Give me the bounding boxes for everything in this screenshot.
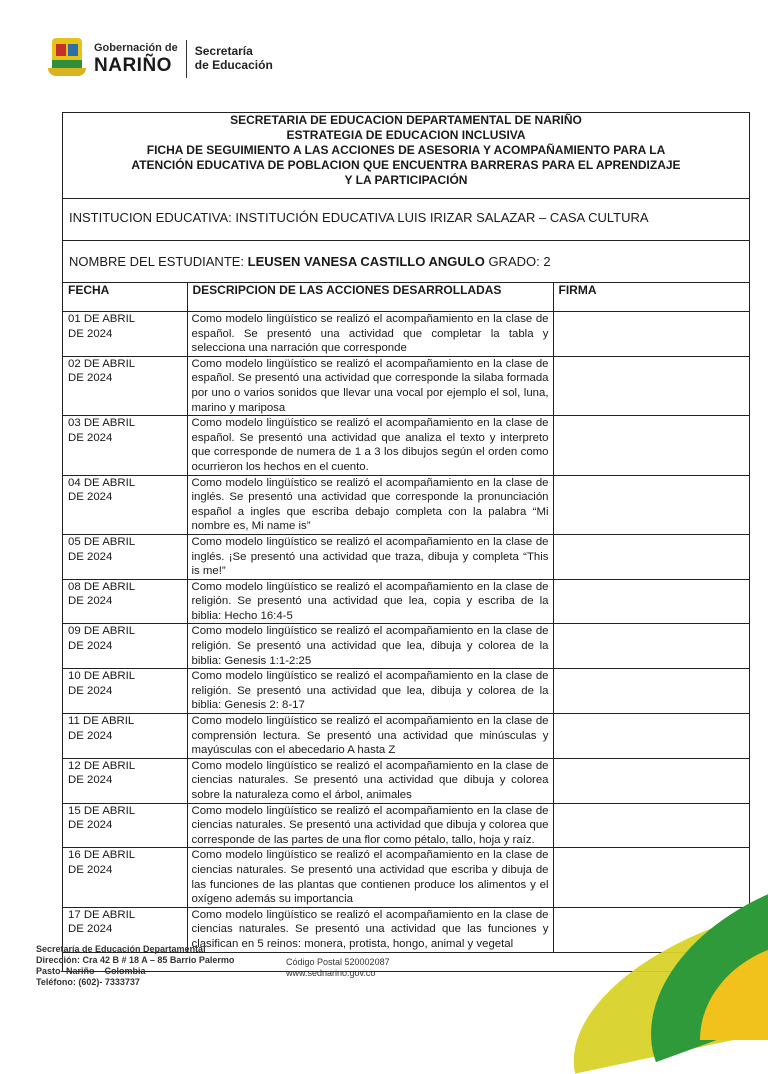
- title-line1: SECRETARIA DE EDUCACION DEPARTAMENTAL DE NARIÑO: [230, 113, 582, 127]
- student-field: [63, 241, 749, 283]
- row-description: Como modelo lingüístico se realizó el acompañamiento en la clase de ciencias naturales. Se presentó una actividad que dibuja y colorea sobre la naturaleza como el árbol, animales: [187, 758, 553, 803]
- row-date: [63, 475, 187, 534]
- row-signature: [553, 475, 749, 534]
- footer-address: [36, 944, 234, 988]
- row-date-year: DE 2024: [68, 863, 113, 876]
- row-date: [63, 416, 187, 475]
- row-date-day: 02 DE ABRIL: [68, 357, 136, 370]
- row-date-year: DE 2024: [68, 923, 113, 936]
- form-title: [63, 113, 749, 199]
- row-signature: [553, 803, 749, 848]
- row-signature: [553, 714, 749, 759]
- table-row: [63, 416, 749, 475]
- header-descripcion: DESCRIPCION DE LAS ACCIONES DESARROLLADAS: [187, 283, 553, 312]
- row-description: Como modelo lingüístico se realizó el acompañamiento en la clase de religión. Se presentó una actividad que lea, dibuja y colorea de la biblia: Genesis 2: 8-17: [187, 669, 553, 714]
- row-date-year: DE 2024: [68, 684, 113, 697]
- footer-line4: Teléfono: (602)- 7333737: [36, 977, 140, 987]
- sec-line2: de Educación: [194, 58, 273, 72]
- row-description: Como modelo lingüístico se realizó el acompañamiento en la clase de ciencias naturales. Se presentó una actividad que las funciones y clasifican en 5 reinos: monera, protista, hongo, animal y vegetal: [187, 907, 553, 952]
- footer-postal: Código Postal 520002087: [286, 957, 390, 967]
- row-date-day: 03 DE ABRIL: [68, 417, 136, 430]
- row-description: Como modelo lingüístico se realizó el acompañamiento en la clase de comprensión lectura. Se presentó una actividad que minúsculas y mayúsculas con el abecedario A hasta Z: [187, 714, 553, 759]
- row-description: Como modelo lingüístico se realizó el acompañamiento en la clase de español. Se presentó una actividad que completar la tabla y selecciona una narración que corresponde: [187, 312, 553, 357]
- row-date-day: 01 DE ABRIL: [68, 313, 136, 325]
- row-date-day: 12 DE ABRIL: [68, 759, 136, 772]
- header-firma: FIRMA: [553, 283, 749, 312]
- row-date-year: DE 2024: [68, 327, 113, 340]
- row-date-day: 16 DE ABRIL: [68, 849, 136, 862]
- student-grade: GRADO: 2: [488, 254, 551, 269]
- row-date: [63, 534, 187, 579]
- row-signature: [553, 579, 749, 624]
- secretaria-logo-text: [195, 45, 273, 73]
- row-date-year: DE 2024: [68, 640, 113, 653]
- table-row: [63, 714, 749, 759]
- title-line5: Y LA PARTICIPACIÓN: [344, 173, 468, 187]
- row-signature: [553, 534, 749, 579]
- row-date-year: DE 2024: [68, 774, 113, 787]
- row-date-day: 17 DE ABRIL: [68, 908, 136, 921]
- row-date-day: 09 DE ABRIL: [68, 625, 136, 638]
- student-label: NOMBRE DEL ESTUDIANTE:: [69, 254, 245, 269]
- page-header: [48, 36, 273, 82]
- row-date-year: DE 2024: [68, 372, 113, 385]
- row-description: Como modelo lingüístico se realizó el acompañamiento en la clase de religión. Se presentó una actividad que lea, dibuja y colorea de la biblia: Genesis 1:1-2:25: [187, 624, 553, 669]
- row-date: [63, 579, 187, 624]
- row-date-year: DE 2024: [68, 729, 113, 742]
- row-date-day: 05 DE ABRIL: [68, 535, 136, 548]
- row-date: [63, 714, 187, 759]
- row-signature: [553, 356, 749, 415]
- row-signature: [553, 416, 749, 475]
- table-row: [63, 475, 749, 534]
- title-line2: ESTRATEGIA DE EDUCACION INCLUSIVA: [286, 128, 526, 142]
- row-signature: [553, 848, 749, 907]
- row-date-year: DE 2024: [68, 595, 113, 608]
- footer-web: www.sednarino.gov.co: [286, 968, 376, 978]
- table-header-row: [63, 283, 749, 312]
- row-signature: [553, 669, 749, 714]
- row-description: Como modelo lingüístico se realizó el acompañamiento en la clase de ciencias naturales. Se presentó una actividad que escriba y dibuja de las funciones de las plantas que contienen produce los alimentos y el oxígeno además su importancia: [187, 848, 553, 907]
- footer-line2: Dirección: Cra 42 B # 18 A – 85 Barrio Palermo: [36, 955, 235, 965]
- row-date-day: 11 DE ABRIL: [68, 715, 135, 728]
- footer-line1: Secretaría de Educación Departamental: [36, 944, 206, 954]
- student-name: LEUSEN VANESA CASTILLO ANGULO: [247, 254, 485, 269]
- table-row: [63, 534, 749, 579]
- row-description: Como modelo lingüístico se realizó el acompañamiento en la clase de religión. Se presentó una actividad que lea, copia y escriba de la biblia: Hecho 16:4-5: [187, 579, 553, 624]
- row-date-day: 15 DE ABRIL: [68, 804, 136, 817]
- row-description: Como modelo lingüístico se realizó el acompañamiento en la clase de ciencias naturales. Se presentó una actividad que dibuja y colorea que corresponde de las partes de una flor como pétalo, tallo, hoja y raíz.: [187, 803, 553, 848]
- narino-crest-logo: [48, 38, 86, 80]
- row-date: [63, 312, 187, 357]
- institution-field: INSTITUCION EDUCATIVA: INSTITUCIÓN EDUCATIVA LUIS IRIZAR SALAZAR – CASA CULTURA: [63, 199, 749, 241]
- row-signature: [553, 624, 749, 669]
- row-date: [63, 356, 187, 415]
- table-row: [63, 356, 749, 415]
- footer-contact: [286, 957, 390, 979]
- table-row: [63, 848, 749, 907]
- title-line3: FICHA DE SEGUIMIENTO A LAS ACCIONES DE ASESORIA Y ACOMPAÑAMIENTO PARA LA: [146, 143, 666, 157]
- row-date-year: DE 2024: [68, 819, 113, 832]
- row-date: [63, 624, 187, 669]
- row-date: [63, 848, 187, 907]
- row-description: Como modelo lingüístico se realizó el acompañamiento en la clase de inglés. ¡Se presentó una actividad que traza, dibuja y completa “This is me!”: [187, 534, 553, 579]
- table-row: [63, 624, 749, 669]
- row-date: [63, 669, 187, 714]
- row-description: Como modelo lingüístico se realizó el acompañamiento en la clase de inglés. Se presentó una actividad que corresponde la pronunciación español a ingles que escriba debajo completa con la palabra “Mi nombre es, Mi name is”: [187, 475, 553, 534]
- header-fecha: FECHA: [63, 283, 187, 312]
- header-divider: [186, 40, 187, 78]
- form-frame: [62, 112, 750, 972]
- footer-line3: Pasto- Nariño – Colombia: [36, 966, 146, 976]
- row-signature: [553, 312, 749, 357]
- table-row: [63, 803, 749, 848]
- row-date-year: DE 2024: [68, 491, 113, 504]
- row-date: [63, 803, 187, 848]
- row-date-day: 08 DE ABRIL: [68, 580, 136, 593]
- row-date-year: DE 2024: [68, 550, 113, 563]
- row-signature: [553, 758, 749, 803]
- gov-line1: Gobernación de: [94, 42, 178, 54]
- sec-line1: Secretaría: [194, 44, 253, 59]
- row-date-year: DE 2024: [68, 431, 113, 444]
- row-description: Como modelo lingüístico se realizó el acompañamiento en la clase de español. Se presentó una actividad que analiza el texto y interpreto que corresponde de numera de 1 a 3 los dibujos según el orden como ocurrieron los hechos en el cuento.: [187, 416, 553, 475]
- row-description: Como modelo lingüístico se realizó el acompañamiento en la clase de español. Se presentó una actividad que corresponde la silaba formada por uno o varios sonidos que llevar una vocal por ejemplo el sol, luna, marino y mariposa: [187, 356, 553, 415]
- table-row: [63, 312, 749, 357]
- gobernacion-logo-text: [94, 43, 178, 75]
- row-date-day: 10 DE ABRIL: [68, 670, 136, 683]
- table-row: [63, 669, 749, 714]
- title-line4: ATENCIÓN EDUCATIVA DE POBLACION QUE ENCUENTRA BARRERAS PARA EL APRENDIZAJE: [131, 158, 681, 172]
- gov-line2: NARIÑO: [94, 55, 172, 76]
- table-row: [63, 579, 749, 624]
- table-row: [63, 758, 749, 803]
- actions-table: [63, 283, 749, 953]
- row-date-day: 04 DE ABRIL: [68, 476, 136, 489]
- row-date: [63, 758, 187, 803]
